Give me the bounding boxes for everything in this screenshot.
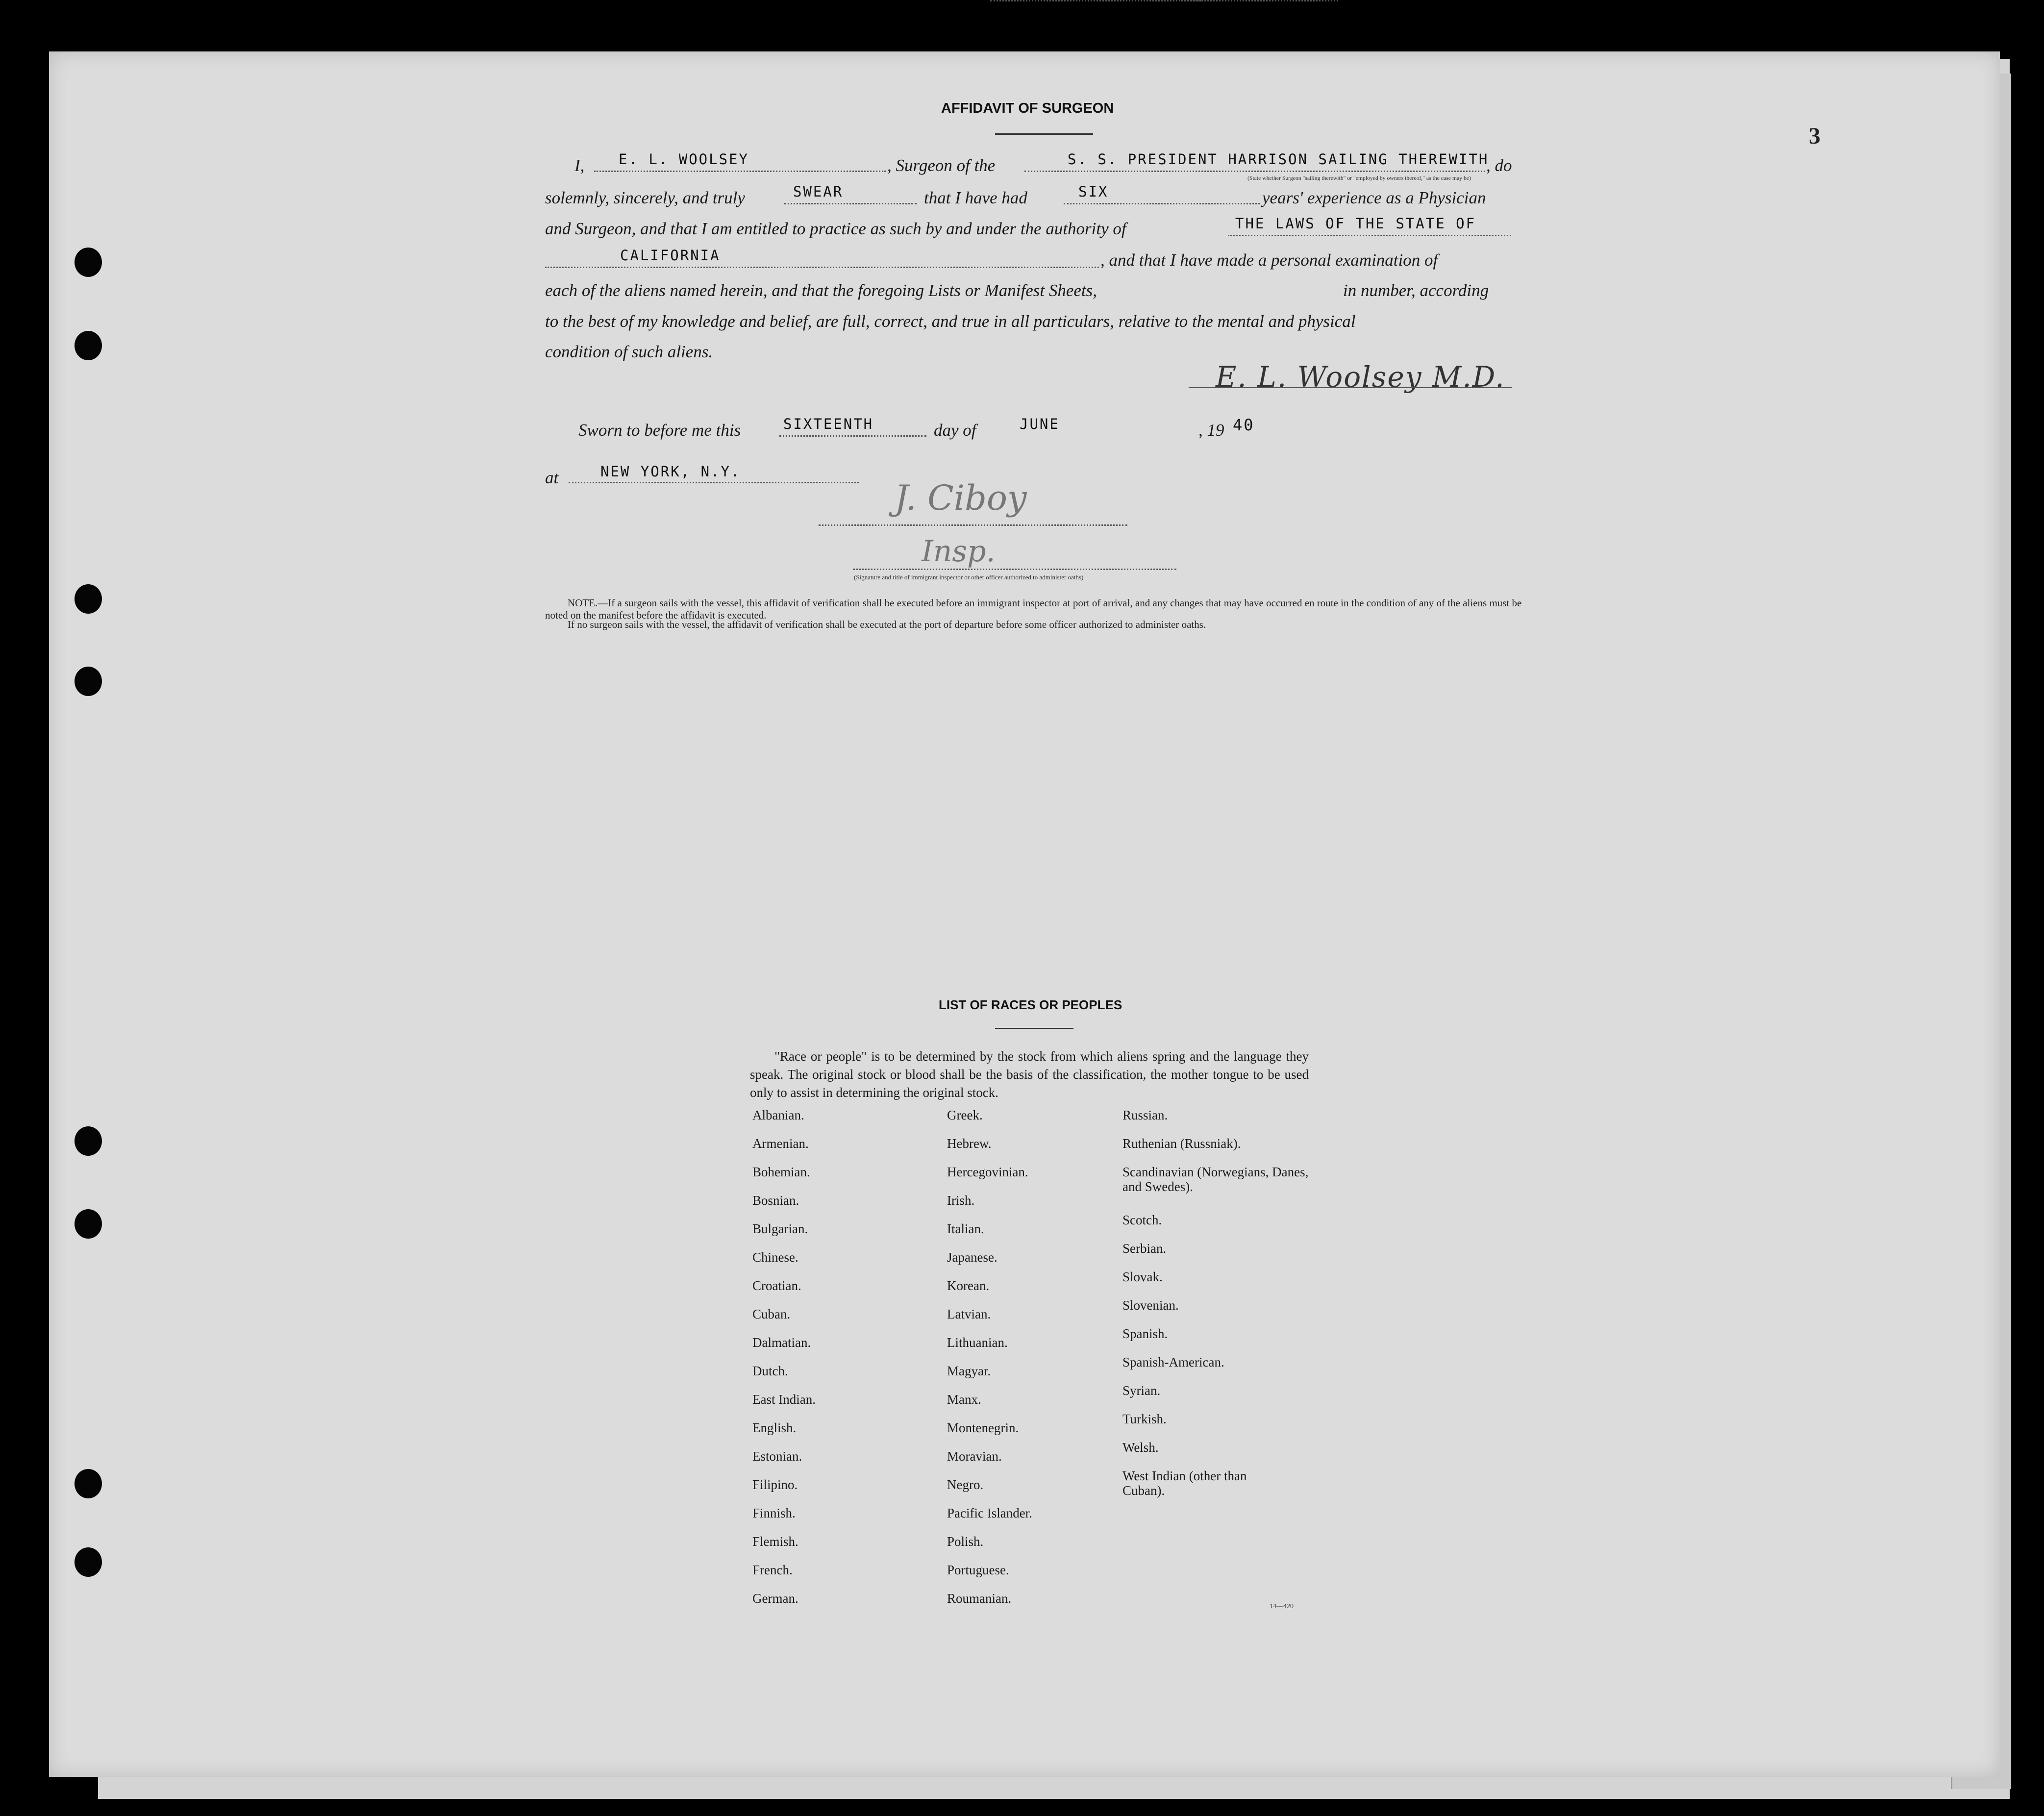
inspector-signature-line	[819, 524, 1127, 526]
race-item: Manx.	[947, 1392, 981, 1407]
authority-line-2	[545, 267, 1099, 268]
race-item: Spanish.	[1122, 1326, 1168, 1341]
sworn-text: Sworn to before me this	[578, 421, 741, 440]
vessel-field: S. S. PRESIDENT HARRISON SAILING THEREWITH	[1068, 151, 1489, 168]
title-underline	[995, 133, 1093, 135]
years-field: SIX	[1078, 183, 1109, 200]
surgeon-signature-line	[1189, 387, 1512, 388]
inspector-title: Insp.	[922, 534, 996, 569]
race-item: Moravian.	[947, 1449, 1002, 1464]
surgeon-name-line	[594, 171, 886, 172]
inspector-signature: J. Ciboy	[895, 478, 1027, 518]
vessel-note: (State whether Surgeon "sailing therewith" or "employed by owners thereof," as the case may be)	[1247, 174, 1471, 181]
inspector-caption: (Signature and title of immigrant inspector or other officer authorized to administer oaths)	[854, 573, 1084, 581]
race-item: Bosnian.	[752, 1193, 799, 1208]
race-item: Cuban.	[752, 1307, 791, 1321]
binder-hole	[75, 1209, 102, 1239]
race-item: Japanese.	[947, 1250, 997, 1265]
sworn-month-field: JUNE	[1020, 416, 1060, 432]
sheets-count-line	[1181, 0, 1338, 1]
race-item: Roumanian.	[947, 1591, 1012, 1606]
race-item: Latvian.	[947, 1307, 991, 1321]
binder-hole	[75, 1126, 102, 1156]
at-label: at	[545, 468, 559, 487]
binder-hole	[75, 1469, 102, 1498]
race-item: Bulgarian.	[752, 1221, 808, 1236]
race-item: Croatian.	[752, 1278, 801, 1293]
race-item: Dutch.	[752, 1364, 788, 1378]
races-title-underline	[995, 1028, 1073, 1029]
race-item: Polish.	[947, 1534, 984, 1549]
line1-prefix: I,	[574, 156, 585, 175]
race-item: Pacific Islander.	[947, 1506, 1032, 1520]
race-item: Portuguese.	[947, 1563, 1009, 1577]
place-line	[569, 482, 859, 483]
race-item: Welsh.	[1122, 1440, 1159, 1455]
race-item: Magyar.	[947, 1364, 991, 1378]
race-item: Irish.	[947, 1193, 975, 1208]
authority-field-1: THE LAWS OF THE STATE OF	[1235, 215, 1476, 232]
authority-field-2: CALIFORNIA	[620, 247, 721, 264]
race-item: Albanian.	[752, 1108, 804, 1122]
line2-experience: years' experience as a Physician	[1262, 188, 1486, 207]
race-item: Russian.	[1122, 1108, 1168, 1122]
races-column-2	[947, 1108, 1032, 1619]
sworn-century: , 19	[1198, 421, 1224, 440]
line1-do: , do	[1486, 156, 1512, 175]
surgeon-name-field: E. L. WOOLSEY	[619, 151, 749, 168]
race-item: Filipino.	[752, 1477, 798, 1492]
race-item: Serbian.	[1122, 1241, 1167, 1256]
line6-knowledge: to the best of my knowledge and belief, are full, correct, and true in all particulars, relative to the mental and physical	[545, 312, 1356, 331]
race-item: Slovak.	[1122, 1269, 1163, 1284]
line4-examination: , and that I have made a personal examination of	[1100, 250, 1438, 270]
race-item: Syrian.	[1122, 1383, 1161, 1398]
surgeon-signature: E. L. Woolsey M.D.	[1216, 360, 1505, 394]
line7-condition: condition of such aliens.	[545, 342, 713, 361]
race-item: Korean.	[947, 1278, 990, 1293]
vessel-line	[1024, 171, 1485, 172]
place-field: NEW YORK, N.Y.	[600, 463, 741, 480]
race-item: Scandinavian (Norwegians, Danes, and Swedes).	[1122, 1165, 1309, 1194]
race-item: Dalmatian.	[752, 1335, 811, 1350]
binder-hole	[75, 248, 102, 277]
oath-field: SWEAR	[793, 183, 844, 200]
line2-solemnly: solemnly, sincerely, and truly	[545, 188, 745, 207]
binder-hole	[75, 1547, 102, 1577]
race-item: East Indian.	[752, 1392, 816, 1407]
affidavit-title: AFFIDAVIT OF SURGEON	[941, 100, 1114, 116]
race-item: Flemish.	[752, 1534, 798, 1549]
race-item: Finnish.	[752, 1506, 796, 1520]
race-item: Chinese.	[752, 1250, 798, 1265]
races-column-3	[1122, 1108, 1309, 1508]
sworn-year-field: 40	[1233, 416, 1255, 434]
race-item: Estonian.	[752, 1449, 802, 1464]
race-item: Slovenian.	[1122, 1298, 1179, 1313]
affidavit-note-2: If no surgeon sails with the vessel, the affidavit of verification shall be executed at the port of departure before some officer authorized to administer oaths.	[568, 619, 1206, 630]
race-item: Italian.	[947, 1221, 984, 1236]
line3-authority: and Surgeon, and that I am entitled to practice as such by and under the authority of	[545, 219, 1126, 238]
race-item: Greek.	[947, 1108, 983, 1122]
race-item: Bohemian.	[752, 1165, 810, 1179]
line5-in-number: in number, according	[1343, 281, 1489, 300]
line2-years-had: that I have had	[924, 188, 1027, 207]
race-item: West Indian (other than Cuban).	[1122, 1468, 1247, 1498]
line1-surgeon-of: , Surgeon of the	[887, 156, 996, 175]
years-line	[1064, 203, 1260, 204]
race-item: Lithuanian.	[947, 1335, 1008, 1350]
sworn-day-of: day of	[934, 421, 976, 440]
binder-hole	[75, 584, 102, 614]
oath-line	[784, 203, 917, 204]
race-item: Ruthenian (Russniak).	[1122, 1136, 1241, 1151]
race-item: Hercegovinian.	[947, 1165, 1028, 1179]
races-column-1	[752, 1108, 816, 1619]
race-item: Montenegrin.	[947, 1420, 1019, 1435]
races-title: LIST OF RACES OR PEOPLES	[939, 997, 1122, 1012]
race-item: German.	[752, 1591, 798, 1606]
binder-hole	[75, 667, 102, 696]
race-item: French.	[752, 1563, 793, 1577]
form-number: 14—420	[1270, 1603, 1294, 1610]
race-item: Turkish.	[1122, 1412, 1167, 1426]
race-item: Spanish-American.	[1122, 1355, 1224, 1369]
race-item: Hebrew.	[947, 1136, 992, 1151]
race-item: Negro.	[947, 1477, 984, 1492]
race-item: English.	[752, 1420, 797, 1435]
race-item: Armenian.	[752, 1136, 809, 1151]
sworn-day-field: SIXTEENTH	[783, 416, 874, 432]
sworn-day-line	[779, 435, 926, 437]
races-intro: "Race or people" is to be determined by the stock from which aliens spring and the language they speak. The original stock or blood shall be the basis of the classification, the mother tongue to be used only to assist in determining the original stock.	[750, 1049, 1309, 1100]
affidavit-note-1: NOTE.—If a surgeon sails with the vessel, this affidavit of verification shall be executed before an immigrant inspector at port of arrival, and any changes that may have occurred en route in the condition of any of the aliens must be noted on the manifest before the affidavit is executed.	[545, 597, 1522, 621]
race-item: Scotch.	[1122, 1213, 1162, 1227]
authority-line-1	[1228, 235, 1511, 236]
page-number: 3	[1809, 123, 1820, 149]
binder-hole	[75, 331, 102, 360]
line5-manifest: each of the aliens named herein, and that the foregoing Lists or Manifest Sheets,	[545, 281, 1097, 300]
sworn-month-line	[990, 0, 1201, 1]
inspector-title-line	[853, 569, 1176, 570]
